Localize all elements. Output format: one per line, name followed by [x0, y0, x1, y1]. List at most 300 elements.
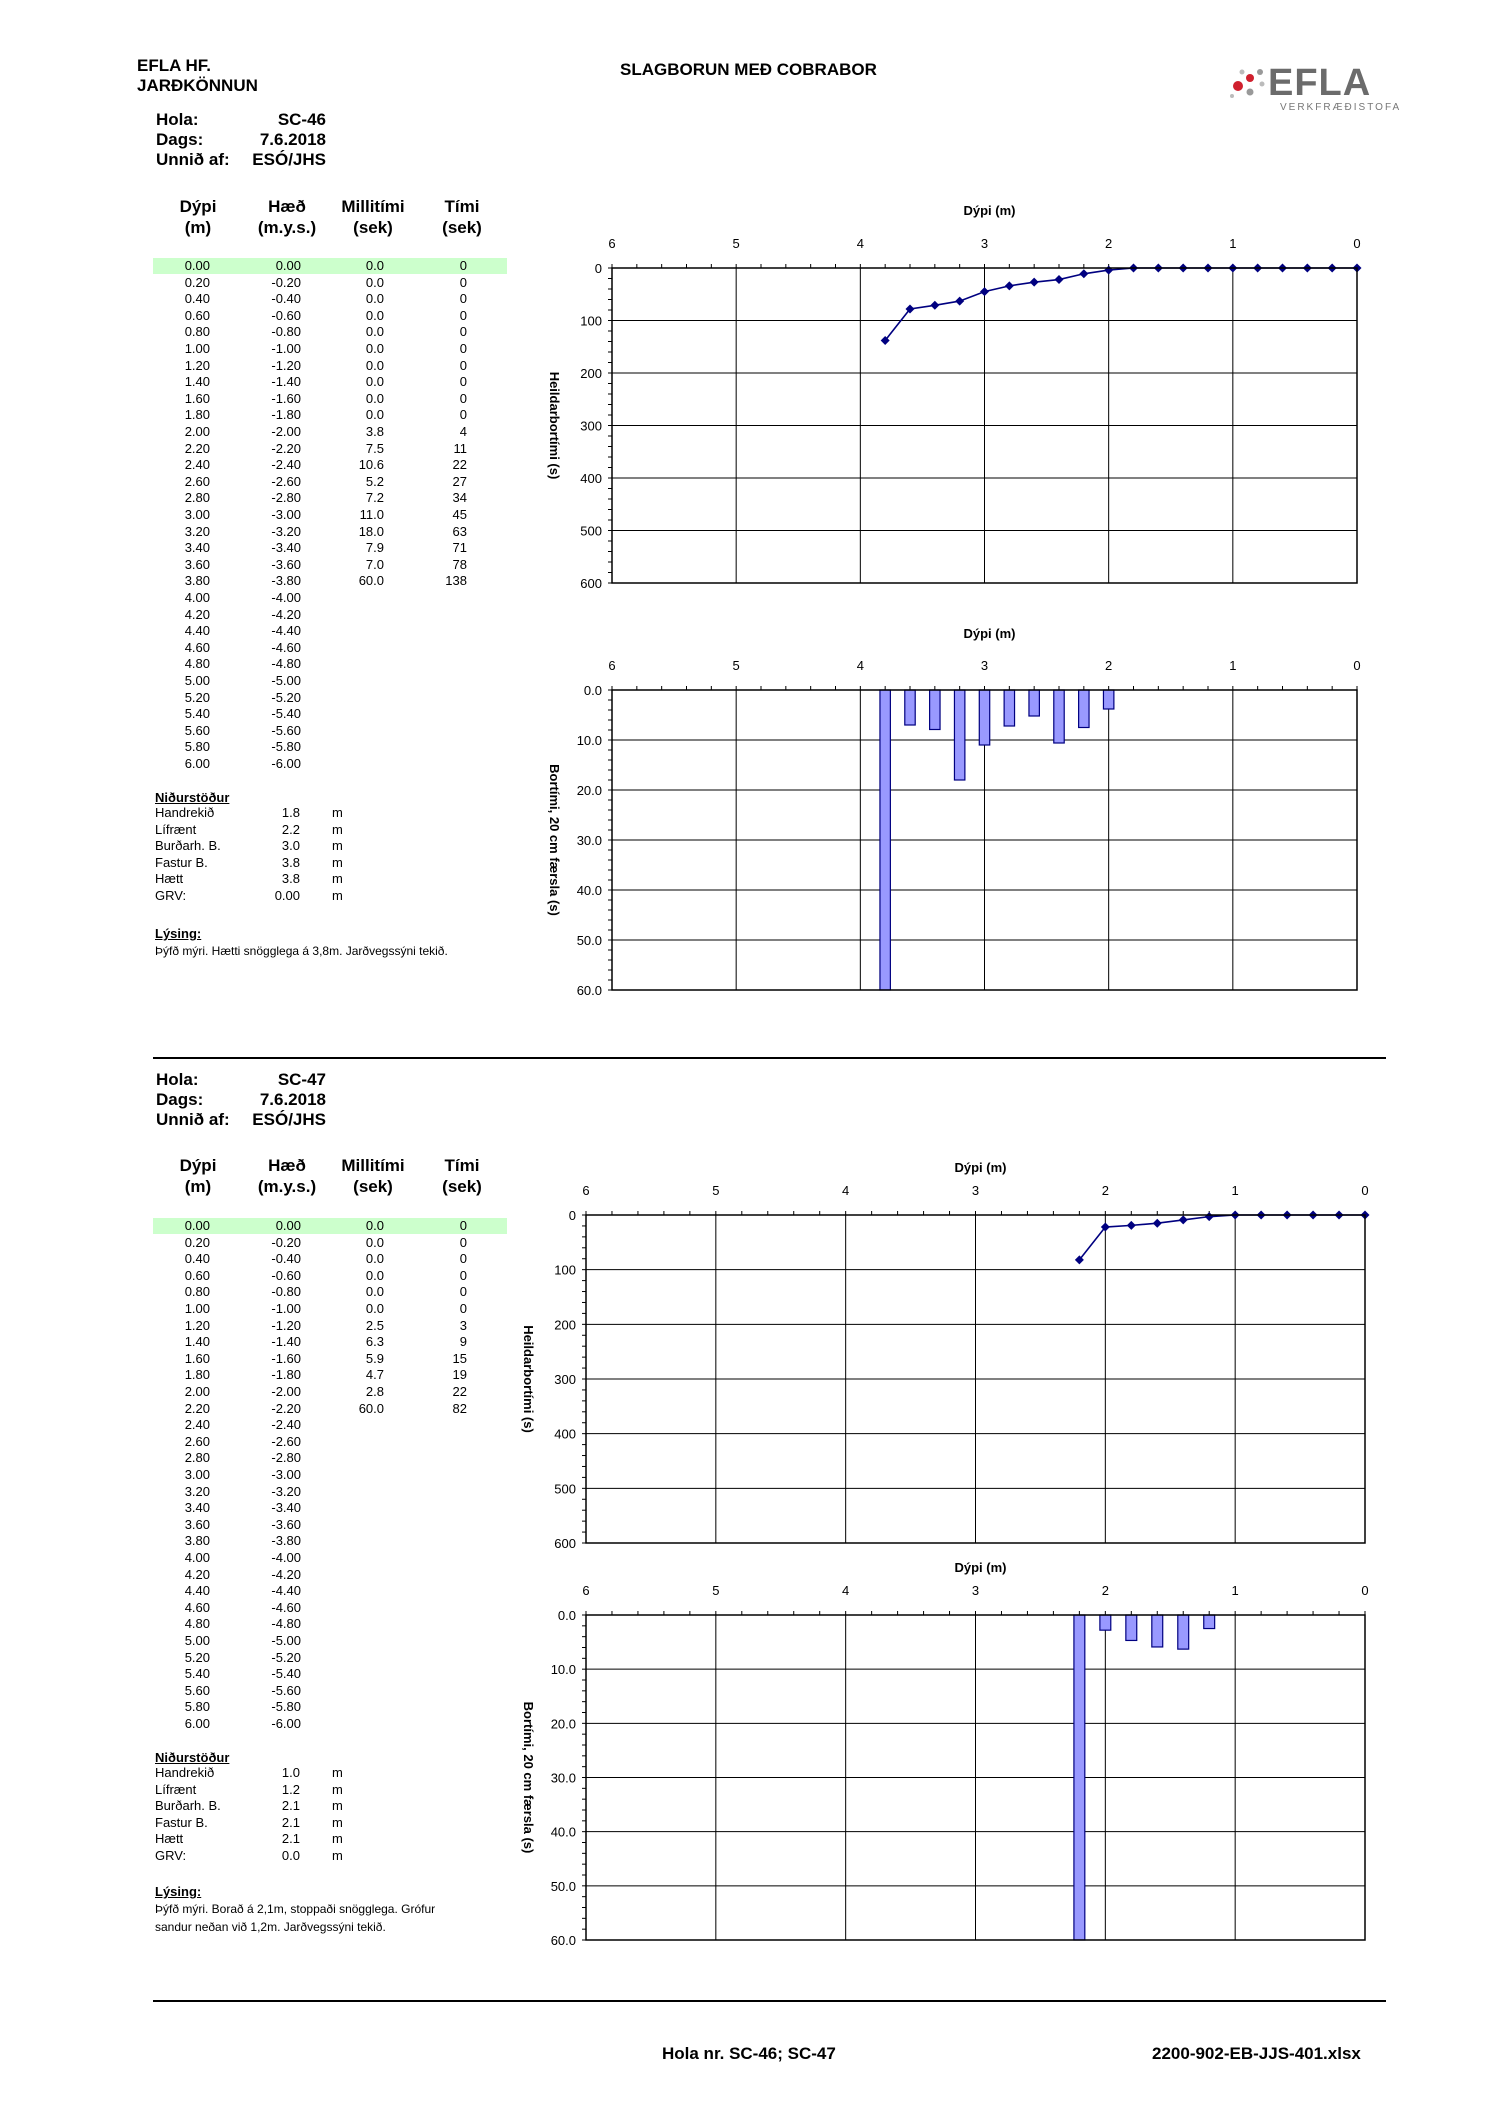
- bar: [1074, 1615, 1085, 1940]
- cell-elevation: -1.00: [271, 341, 301, 356]
- cell-time: 22: [452, 1384, 467, 1399]
- cell-time: 0: [459, 374, 467, 390]
- result-value: 3.8: [281, 871, 300, 887]
- chart-x-axis-label: Dýpi (m): [954, 1560, 1007, 1575]
- column-header-depth-line1: Dýpi: [179, 1156, 217, 1175]
- description-title: Lýsing:: [155, 926, 202, 941]
- cell-elevation: -2.40: [271, 457, 301, 473]
- x-tick-label: 1: [1231, 1183, 1239, 1198]
- result-label: GRV:: [155, 888, 187, 903]
- cell-elevation: -5.40: [271, 1666, 301, 1682]
- cell-time: 0: [459, 1267, 467, 1283]
- cell-depth: 4.80: [184, 656, 210, 672]
- cell-depth: 0.80: [184, 324, 210, 340]
- cell-elevation: -5.80: [271, 1699, 301, 1715]
- cell-interval: 11.0: [359, 507, 384, 522]
- cell-depth: 3.60: [184, 1516, 210, 1532]
- cell-depth: 2.00: [184, 1384, 210, 1399]
- y-tick-label: 50.0: [576, 933, 602, 948]
- cell-depth: 3.20: [184, 1483, 210, 1499]
- cell-interval: 3.8: [365, 424, 384, 439]
- result-unit: m: [332, 1814, 343, 1830]
- cell-elevation: -4.60: [271, 639, 301, 655]
- y-tick-label: 40.0: [576, 883, 602, 898]
- company-line-1: EFLA HF.: [137, 56, 211, 75]
- result-label: Handrekið: [155, 805, 215, 820]
- y-tick-label: 200: [554, 1317, 576, 1333]
- cell-interval: 5.2: [365, 473, 384, 489]
- cell-elevation: -2.40: [271, 1417, 301, 1433]
- cell-elevation: -3.60: [271, 556, 301, 572]
- cell-depth: 0.60: [184, 307, 210, 323]
- column-header-time-line2: (sek): [442, 1177, 482, 1196]
- bar-chart-sc-46: [547, 626, 1361, 998]
- description-line: sandur neðan við 1,2m. Jarðvegssýni tekið.: [155, 1920, 386, 1934]
- cell-depth: 2.20: [184, 440, 210, 456]
- bar: [954, 690, 964, 780]
- x-tick-label: 3: [980, 658, 989, 673]
- cell-elevation: -4.00: [271, 590, 301, 605]
- cell-time: 0: [459, 258, 467, 273]
- cell-depth: 2.60: [184, 473, 210, 489]
- cell-elevation: -0.40: [271, 291, 301, 307]
- cell-elevation: -4.40: [271, 623, 301, 639]
- cell-depth: 0.40: [184, 1251, 210, 1267]
- results-title: Niðurstöður: [155, 1750, 230, 1765]
- y-tick-label: 20.0: [550, 1716, 576, 1732]
- y-tick-label: 0: [594, 261, 602, 276]
- hole-id-label: Hola:: [156, 110, 199, 129]
- chart-y-axis-label: Bortími, 20 cm færsla (s): [521, 1701, 536, 1854]
- chart-x-axis-label: Dýpi (m): [963, 203, 1016, 218]
- y-tick-label: 500: [554, 1481, 576, 1497]
- cell-interval: 0.0: [365, 274, 384, 290]
- hole-author-value: ESÓ/JHS: [252, 1110, 326, 1129]
- cell-depth: 3.40: [184, 1500, 210, 1516]
- cell-time: 3: [459, 1317, 467, 1333]
- cell-time: 0: [459, 291, 467, 307]
- bar-chart-sc-47: [521, 1560, 1369, 1948]
- result-label: Lífrænt: [155, 1781, 197, 1797]
- x-tick-label: 4: [856, 236, 864, 251]
- cell-depth: 5.00: [184, 673, 210, 688]
- hole-date-label: Dags:: [156, 1090, 204, 1109]
- cell-time: 27: [452, 473, 467, 489]
- result-unit: m: [332, 888, 343, 903]
- result-label: Burðarh. B.: [155, 1798, 221, 1814]
- data-point: [980, 287, 989, 296]
- cell-depth: 0.40: [184, 291, 210, 307]
- cell-interval: 0.0: [365, 1284, 384, 1300]
- x-tick-label: 1: [1231, 1583, 1239, 1598]
- y-tick-label: 0: [568, 1208, 576, 1223]
- cell-depth: 1.40: [184, 374, 210, 390]
- y-tick-label: 60.0: [576, 983, 602, 998]
- column-header-interval-line2: (sek): [353, 218, 393, 237]
- result-unit: m: [332, 1848, 343, 1863]
- cell-time: 0: [459, 1234, 467, 1250]
- bar: [1029, 690, 1039, 716]
- series-line: [1079, 1215, 1365, 1260]
- cell-interval: 0.0: [365, 374, 384, 390]
- result-unit: m: [332, 805, 343, 820]
- y-tick-label: 400: [554, 1426, 576, 1442]
- cell-elevation: -5.80: [271, 739, 301, 755]
- cell-elevation: -3.00: [271, 507, 301, 522]
- cell-depth: 4.40: [184, 1583, 210, 1599]
- cell-elevation: -3.60: [271, 1516, 301, 1532]
- y-tick-label: 0.0: [557, 1608, 576, 1623]
- column-header-elevation-line1: Hæð: [268, 197, 306, 216]
- cell-elevation: -6.00: [271, 756, 301, 771]
- cell-depth: 0.20: [184, 274, 210, 290]
- cell-interval: 0.0: [365, 1234, 384, 1250]
- cell-elevation: -6.00: [271, 1716, 301, 1731]
- cell-interval: 0.0: [365, 291, 384, 307]
- cell-elevation: -5.40: [271, 706, 301, 722]
- cell-time: 71: [452, 540, 467, 556]
- cell-interval: 0.0: [365, 341, 384, 356]
- cell-time: 45: [452, 507, 467, 522]
- cell-interval: 18.0: [358, 523, 384, 539]
- cell-time: 0: [459, 407, 467, 423]
- cell-interval: 0.0: [365, 1218, 384, 1233]
- column-header-time-line1: Tími: [444, 1156, 480, 1175]
- bar: [1178, 1615, 1189, 1649]
- cell-depth: 4.80: [184, 1616, 210, 1632]
- cell-depth: 5.80: [184, 1699, 210, 1715]
- x-tick-label: 3: [971, 1183, 980, 1198]
- description-line: Þýfð mýri. Hætti snögglega á 3,8m. Jarðvegssýni tekið.: [155, 944, 448, 958]
- cell-interval: 0.0: [365, 1267, 384, 1283]
- cell-time: 138: [445, 573, 467, 589]
- x-tick-label: 3: [980, 236, 989, 251]
- y-tick-label: 40.0: [550, 1824, 576, 1840]
- cell-depth: 1.00: [184, 1301, 210, 1316]
- cell-elevation: -3.00: [271, 1467, 301, 1482]
- cell-depth: 0.60: [184, 1267, 210, 1283]
- cell-elevation: -4.20: [271, 1566, 301, 1582]
- document-title: SLAGBORUN MEÐ COBRABOR: [620, 60, 877, 79]
- cell-depth: 3.80: [184, 1533, 210, 1549]
- cell-depth: 2.80: [184, 490, 210, 506]
- cell-elevation: -0.80: [271, 1284, 301, 1300]
- cell-elevation: -4.60: [271, 1599, 301, 1615]
- result-unit: m: [332, 871, 343, 887]
- result-value: 2.1: [281, 1831, 300, 1847]
- series-line: [885, 268, 1357, 340]
- result-value: 3.8: [281, 854, 300, 870]
- cell-depth: 4.60: [184, 1599, 210, 1615]
- cell-interval: 7.2: [365, 490, 384, 506]
- column-header-interval-line1: Millitími: [341, 197, 405, 216]
- cell-depth: 5.40: [184, 1666, 210, 1682]
- result-unit: m: [332, 838, 343, 854]
- x-tick-label: 0: [1353, 658, 1361, 673]
- y-tick-label: 600: [580, 576, 602, 591]
- column-header-time-line2: (sek): [442, 218, 482, 237]
- x-tick-label: 5: [732, 658, 740, 673]
- cell-elevation: -2.60: [271, 1433, 301, 1449]
- cell-depth: 5.20: [184, 1649, 210, 1665]
- cell-elevation: -3.40: [271, 540, 301, 556]
- cell-depth: 2.40: [184, 457, 210, 473]
- cell-elevation: -3.80: [271, 1533, 301, 1549]
- result-value: 3.0: [281, 838, 300, 854]
- cell-interval: 60.0: [358, 573, 384, 589]
- cell-depth: 4.40: [184, 623, 210, 639]
- cell-interval: 6.3: [365, 1334, 384, 1350]
- cell-interval: 5.9: [365, 1350, 384, 1366]
- cell-interval: 4.7: [365, 1367, 384, 1383]
- results-title: Niðurstöður: [155, 790, 230, 805]
- cell-depth: 4.00: [184, 590, 210, 605]
- y-tick-label: 400: [580, 471, 602, 486]
- cell-time: 9: [459, 1334, 467, 1350]
- cell-interval: 0.0: [365, 407, 384, 423]
- footer-hole-numbers: Hola nr. SC-46; SC-47: [662, 2044, 836, 2063]
- result-value: 0.00: [274, 888, 300, 903]
- cell-elevation: -3.80: [271, 573, 301, 589]
- cell-time: 22: [452, 457, 467, 473]
- y-tick-label: 300: [580, 418, 602, 434]
- cell-depth: 0.00: [184, 1218, 210, 1233]
- bar: [1079, 690, 1089, 728]
- bar: [1054, 690, 1064, 743]
- cell-interval: 2.5: [365, 1317, 384, 1333]
- cell-elevation: -2.00: [271, 1384, 301, 1399]
- data-point: [1127, 1221, 1136, 1230]
- cell-interval: 2.8: [365, 1384, 384, 1399]
- cell-interval: 0.0: [365, 357, 384, 373]
- result-unit: m: [332, 1781, 343, 1797]
- cell-depth: 5.80: [184, 739, 210, 755]
- x-tick-label: 5: [732, 236, 740, 251]
- column-header-elevation-line1: Hæð: [268, 1156, 306, 1175]
- chart-y-axis-label: Heildarbortími (s): [547, 371, 562, 480]
- y-tick-label: 30.0: [550, 1770, 576, 1786]
- column-header-depth-line2: (m): [184, 218, 212, 237]
- cell-depth: 4.20: [184, 606, 210, 622]
- column-header-depth-line1: Dýpi: [179, 197, 217, 216]
- data-point: [955, 297, 964, 306]
- cell-interval: 0.0: [365, 1301, 384, 1316]
- cell-depth: 1.00: [184, 341, 210, 356]
- data-point: [1104, 266, 1113, 275]
- result-unit: m: [332, 1831, 343, 1847]
- bar: [905, 690, 915, 725]
- description-line: Þýfð mýri. Borað á 2,1m, stoppaði snögglega. Grófur: [155, 1902, 436, 1916]
- hole-id-label: Hola:: [156, 1070, 199, 1089]
- y-tick-label: 10.0: [576, 733, 602, 748]
- hole-id-value: SC-46: [277, 110, 326, 129]
- result-value: 1.8: [281, 805, 300, 820]
- cell-depth: 1.80: [184, 1367, 210, 1383]
- bar: [1004, 690, 1014, 726]
- x-tick-label: 6: [608, 236, 616, 251]
- result-label: GRV:: [155, 1848, 187, 1863]
- cell-time: 82: [452, 1400, 467, 1416]
- result-value: 2.2: [281, 821, 300, 837]
- cell-interval: 10.6: [358, 457, 384, 473]
- x-tick-label: 3: [971, 1583, 980, 1598]
- cell-depth: 2.40: [184, 1417, 210, 1433]
- result-unit: m: [332, 854, 343, 870]
- y-tick-label: 20.0: [576, 783, 602, 798]
- cell-elevation: -4.20: [271, 606, 301, 622]
- cell-time: 11: [453, 440, 467, 456]
- description-title: Lýsing:: [155, 1884, 202, 1899]
- cell-time: 0: [459, 341, 467, 356]
- bar: [930, 690, 940, 730]
- cell-depth: 1.20: [184, 1317, 210, 1333]
- cell-elevation: -0.60: [271, 307, 301, 323]
- x-tick-label: 4: [856, 658, 864, 673]
- result-value: 1.0: [281, 1765, 300, 1780]
- cell-depth: 5.60: [184, 1682, 210, 1698]
- x-tick-label: 4: [842, 1583, 850, 1598]
- cell-time: 78: [452, 556, 467, 572]
- cell-depth: 3.20: [184, 523, 210, 539]
- result-value: 2.1: [281, 1814, 300, 1830]
- x-tick-label: 4: [842, 1183, 850, 1198]
- result-value: 1.2: [281, 1781, 300, 1797]
- cell-elevation: -5.20: [271, 689, 301, 705]
- x-tick-label: 0: [1361, 1183, 1369, 1198]
- data-point: [1079, 269, 1088, 278]
- data-point: [1055, 275, 1064, 284]
- data-point: [930, 301, 939, 310]
- y-tick-label: 50.0: [550, 1878, 576, 1894]
- x-tick-label: 2: [1101, 1183, 1109, 1198]
- x-tick-label: 6: [582, 1583, 590, 1598]
- column-header-interval-line1: Millitími: [341, 1156, 405, 1175]
- cell-time: 0: [459, 1301, 467, 1316]
- cell-elevation: -4.80: [271, 656, 301, 672]
- line-chart-sc-46: [547, 203, 1362, 591]
- cell-time: 63: [452, 523, 467, 539]
- bar: [1204, 1615, 1215, 1629]
- data-point: [1005, 281, 1014, 290]
- y-tick-label: 0.0: [583, 683, 602, 698]
- bar: [1126, 1615, 1137, 1640]
- result-label: Lífrænt: [155, 821, 197, 837]
- logo-subtitle: VERKFRÆÐISTOFA: [1280, 102, 1402, 113]
- chart-y-axis-label: Bortími, 20 cm færsla (s): [547, 764, 562, 916]
- cell-time: 0: [459, 274, 467, 290]
- result-label: Hætt: [155, 1831, 184, 1847]
- y-tick-label: 100: [580, 313, 602, 329]
- bar: [979, 690, 989, 745]
- bar: [1152, 1615, 1163, 1647]
- result-label: Fastur B.: [155, 1814, 208, 1830]
- x-tick-label: 6: [608, 658, 616, 673]
- cell-interval: 0.0: [365, 390, 384, 406]
- y-tick-label: 500: [580, 523, 602, 539]
- cell-time: 0: [459, 390, 467, 406]
- cell-elevation: -2.20: [271, 1400, 301, 1416]
- cell-depth: 3.80: [184, 573, 210, 589]
- x-tick-label: 2: [1105, 236, 1113, 251]
- result-unit: m: [332, 1765, 343, 1780]
- cell-elevation: -1.80: [271, 407, 301, 423]
- cell-depth: 0.00: [184, 258, 210, 273]
- cell-time: 0: [459, 357, 467, 373]
- cell-elevation: -0.40: [271, 1251, 301, 1267]
- cell-elevation: -2.00: [271, 424, 301, 439]
- cell-time: 0: [459, 1218, 467, 1233]
- hole-id-value: SC-47: [277, 1070, 326, 1089]
- cell-depth: 4.20: [184, 1566, 210, 1582]
- data-point: [1205, 1212, 1214, 1221]
- cell-time: 4: [459, 424, 467, 439]
- cell-depth: 2.00: [184, 424, 210, 439]
- cell-time: 34: [452, 490, 467, 506]
- x-tick-label: 1: [1229, 658, 1237, 673]
- hole-author-value: ESÓ/JHS: [252, 150, 326, 169]
- cell-elevation: -5.20: [271, 1649, 301, 1665]
- result-label: Burðarh. B.: [155, 838, 221, 854]
- x-tick-label: 2: [1105, 658, 1113, 673]
- cell-time: 0: [459, 307, 467, 323]
- cell-elevation: -5.60: [271, 1682, 301, 1698]
- cell-elevation: 0.00: [275, 1218, 301, 1233]
- cell-depth: 2.80: [184, 1450, 210, 1466]
- cell-interval: 7.0: [365, 556, 384, 572]
- x-tick-label: 5: [712, 1183, 720, 1198]
- cell-elevation: 0.00: [275, 258, 301, 273]
- cell-depth: 5.60: [184, 722, 210, 738]
- column-header-elevation-line2: (m.y.s.): [257, 218, 317, 237]
- cell-elevation: -1.00: [271, 1301, 301, 1316]
- cell-time: 0: [459, 324, 467, 340]
- logo-text: EFLA: [1268, 62, 1372, 104]
- cell-elevation: -0.20: [271, 274, 301, 290]
- cell-depth: 5.40: [184, 706, 210, 722]
- x-tick-label: 1: [1229, 236, 1237, 251]
- cell-elevation: -3.40: [271, 1500, 301, 1516]
- cell-elevation: -1.60: [271, 390, 301, 406]
- cell-elevation: -1.20: [271, 1317, 301, 1333]
- result-unit: m: [332, 1798, 343, 1814]
- cell-depth: 2.20: [184, 1400, 210, 1416]
- cell-time: 0: [459, 1251, 467, 1267]
- cell-interval: 7.9: [365, 540, 384, 556]
- result-unit: m: [332, 821, 343, 837]
- chart-x-axis-label: Dýpi (m): [963, 626, 1016, 641]
- cell-elevation: -5.00: [271, 673, 301, 688]
- cell-elevation: -1.40: [271, 374, 301, 390]
- hole-date-value: 7.6.2018: [259, 1090, 326, 1109]
- cell-elevation: -1.40: [271, 1334, 301, 1350]
- hole-author-label: Unnið af:: [156, 150, 230, 169]
- data-point: [1153, 1219, 1162, 1228]
- cell-depth: 6.00: [184, 756, 210, 771]
- cell-elevation: -3.20: [271, 523, 301, 539]
- y-tick-label: 10.0: [550, 1662, 576, 1678]
- cell-depth: 1.20: [184, 357, 210, 373]
- line-chart-sc-47: [521, 1160, 1370, 1551]
- cell-interval: 7.5: [365, 440, 384, 456]
- result-value: 0.0: [281, 1848, 300, 1863]
- x-tick-label: 5: [712, 1583, 720, 1598]
- result-label: Handrekið: [155, 1765, 215, 1780]
- y-tick-label: 100: [554, 1262, 576, 1278]
- cell-elevation: -2.20: [271, 440, 301, 456]
- result-label: Fastur B.: [155, 854, 208, 870]
- chart-y-axis-label: Heildarbortími (s): [521, 1325, 536, 1433]
- data-point: [1179, 1215, 1188, 1224]
